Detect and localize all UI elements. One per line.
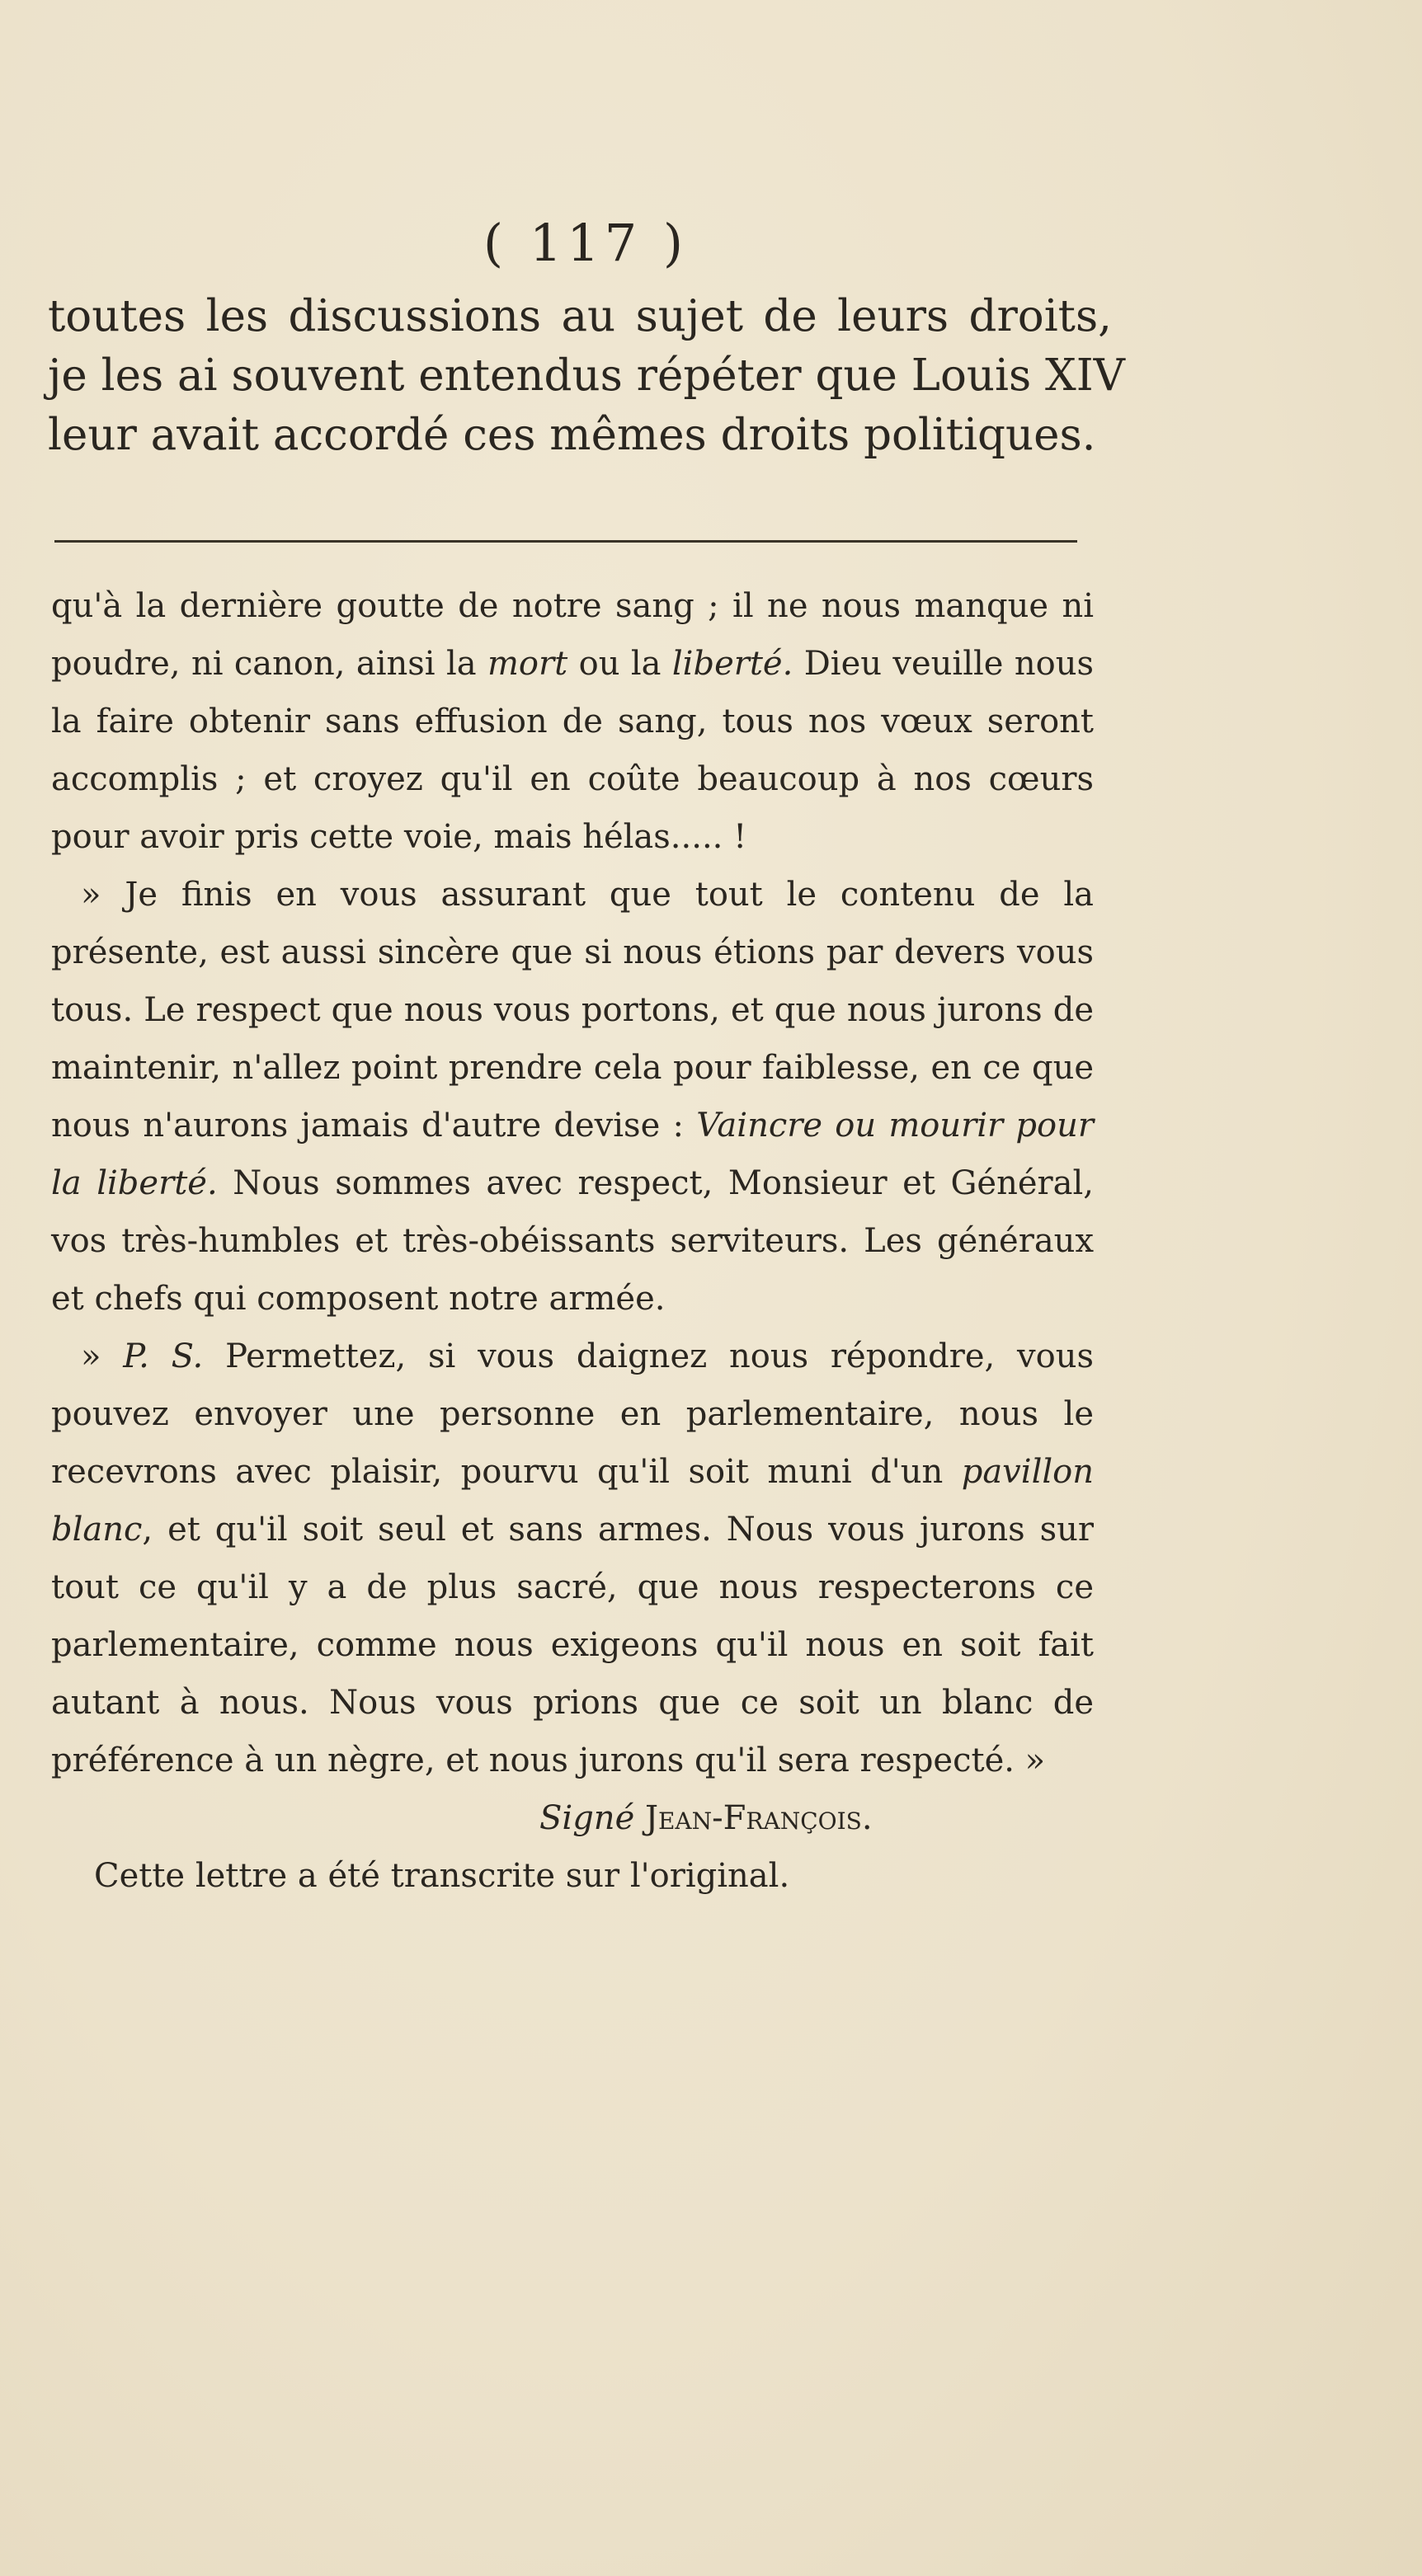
italic-text: pavillon blanc (51, 1453, 1094, 1549)
text-segment: » Je finis en vous assurant que tout le contenu de la présente, est aussi sincère que si nous étions par devers vous tous. Le respect que nous vous portons, et que nous jurons de maintenir, n'allez point prendre cela pour faiblesse, en ce que nous n'aurons jamais d'autre devise : (51, 876, 1094, 1145)
main-text (48, 287, 1125, 465)
footnote-paragraph (51, 1328, 1094, 1789)
text-segment: Permettez, si vous daignez nous répondre, vous pouvez envoyer une personne en parlementaire, nous le recevrons avec plaisir, pourvu qu'il soit muni d'un (51, 1337, 1095, 1491)
italic-text: liberté. (671, 645, 793, 683)
main-text-line: toutes les discussions au sujet de leurs droits, (48, 291, 1112, 341)
text-segment: qu'à la dernière goutte de notre sang ; il ne nous manque ni poudre, ni canon, ainsi la (51, 587, 1094, 683)
text-segment: ou la (567, 645, 672, 683)
signatory-name: Jean-François. (644, 1799, 873, 1837)
text-segment: Dieu veuille nous la faire obtenir sans effusion de sang, tous nos vœux seront accomplis ; et croyez qu'il en coûte beaucoup à nos cœurs pour avoir pris cette voie, mais hélas..... ! (51, 645, 1095, 856)
signature (51, 1789, 1094, 1847)
footnote-paragraph (51, 577, 1094, 866)
main-text-line: leur avait accordé ces mêmes droits politiques. (48, 410, 1096, 460)
footnote-separator (54, 540, 1077, 543)
text-segment: » (81, 1337, 124, 1375)
italic-text: Vaincre ou mourir pour la liberté. (51, 1107, 1094, 1202)
footnote (51, 577, 1094, 1905)
footnote-paragraph (51, 866, 1094, 1328)
page-number: ( 117 ) (483, 213, 689, 273)
text-segment: Nous sommes avec respect, Monsieur et Général, vos très-humbles et très-obéissants serviteurs. Les généraux et chefs qui composent notre armée. (51, 1164, 1094, 1318)
transcription-note: Cette lettre a été transcrite sur l'original. (94, 1857, 790, 1895)
signed-label: Signé (539, 1799, 635, 1837)
italic-text: P. S. (123, 1337, 204, 1375)
text-segment: , et qu'il soit seul et sans armes. Nous vous jurons sur tout ce qu'il y a de plus sacré, que nous respecterons ce parlementaire, comme nous exigeons qu'il nous en soit fait autant à nous. Nous vous prions que ce soit un blanc de préférence à un nègre, et nous jurons qu'il sera respecté. » (51, 1511, 1094, 1779)
main-text-line: je les ai souvent entendus répéter que Louis XIV (48, 350, 1125, 401)
italic-text: mort (487, 645, 568, 683)
